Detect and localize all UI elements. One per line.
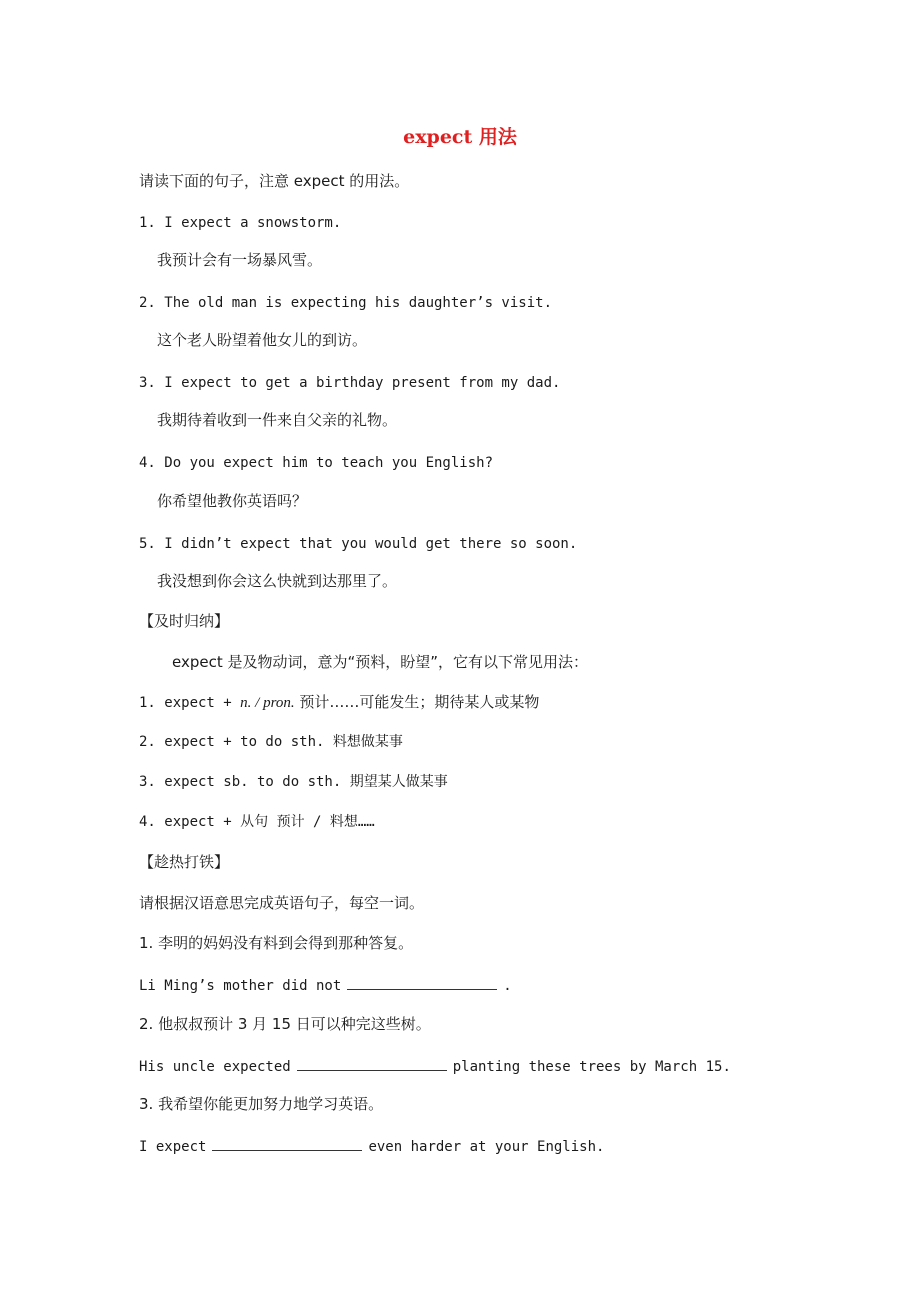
example-sentence-en: 5. I didn’t expect that you would get there so soon. xyxy=(139,536,578,552)
example-sentence-cn: 这个老人盼望着他女儿的到访。 xyxy=(157,331,368,349)
usage-italic-text: n. / pron. xyxy=(240,695,295,711)
practice-sentence xyxy=(139,1136,604,1157)
usage-item: 3. expect sb. to do sth. 期望某人做某事 xyxy=(139,774,448,790)
practice-text: . xyxy=(503,978,512,994)
practice-text: I expect xyxy=(139,1139,207,1155)
example-sentence-en: 3. I expect to get a birthday present from my dad. xyxy=(139,375,561,391)
practice-text: Li Ming’s mother did not xyxy=(139,978,342,994)
summary-text: expect 是及物动词，意为“预料，盼望”，它有以下常见用法： xyxy=(172,653,589,671)
summary-heading: 【及时归纳】 xyxy=(139,612,230,630)
practice-sentence xyxy=(139,975,512,996)
practice-prompt-cn: 1. 李明的妈妈没有料到会得到那种答复。 xyxy=(139,934,414,952)
practice-text: planting these trees by March 15. xyxy=(452,1059,731,1075)
example-sentence-cn: 我期待着收到一件来自父亲的礼物。 xyxy=(157,411,398,429)
usage-text: 1. expect + xyxy=(139,695,241,711)
usage-item: 2. expect + to do sth. 料想做某事 xyxy=(139,734,403,750)
page-title: expect 用法 xyxy=(403,126,517,148)
usage-text: 预计……可能发生；期待某人或某物 xyxy=(294,693,540,711)
example-sentence-en: 2. The old man is expecting his daughter’s visit. xyxy=(139,295,553,311)
answer-blank[interactable] xyxy=(212,1136,362,1151)
practice-sentence xyxy=(139,1056,731,1077)
example-sentence-en: 4. Do you expect him to teach you English? xyxy=(139,455,494,471)
practice-prompt-cn: 3. 我希望你能更加努力地学习英语。 xyxy=(139,1095,384,1113)
example-sentence-cn: 你希望他教你英语吗？ xyxy=(157,492,308,510)
answer-blank[interactable] xyxy=(347,975,497,990)
example-sentence-en: 1. I expect a snowstorm. xyxy=(139,215,342,231)
usage-item: 4. expect + 从句 预计 / 料想…… xyxy=(139,814,375,830)
example-sentence-cn: 我没想到你会这么快就到达那里了。 xyxy=(157,572,398,590)
practice-heading: 【趁热打铁】 xyxy=(139,853,230,871)
practice-text: even harder at your English. xyxy=(368,1139,605,1155)
example-sentence-cn: 我预计会有一场暴风雪。 xyxy=(157,251,323,269)
usage-item xyxy=(139,692,539,713)
answer-blank[interactable] xyxy=(297,1056,447,1071)
intro-text: 请读下面的句子，注意 expect 的用法。 xyxy=(139,172,410,190)
practice-text: His uncle expected xyxy=(139,1059,291,1075)
practice-instruction: 请根据汉语意思完成英语句子，每空一词。 xyxy=(139,894,425,912)
practice-prompt-cn: 2. 他叔叔预计 3 月 15 日可以种完这些树。 xyxy=(139,1015,431,1033)
